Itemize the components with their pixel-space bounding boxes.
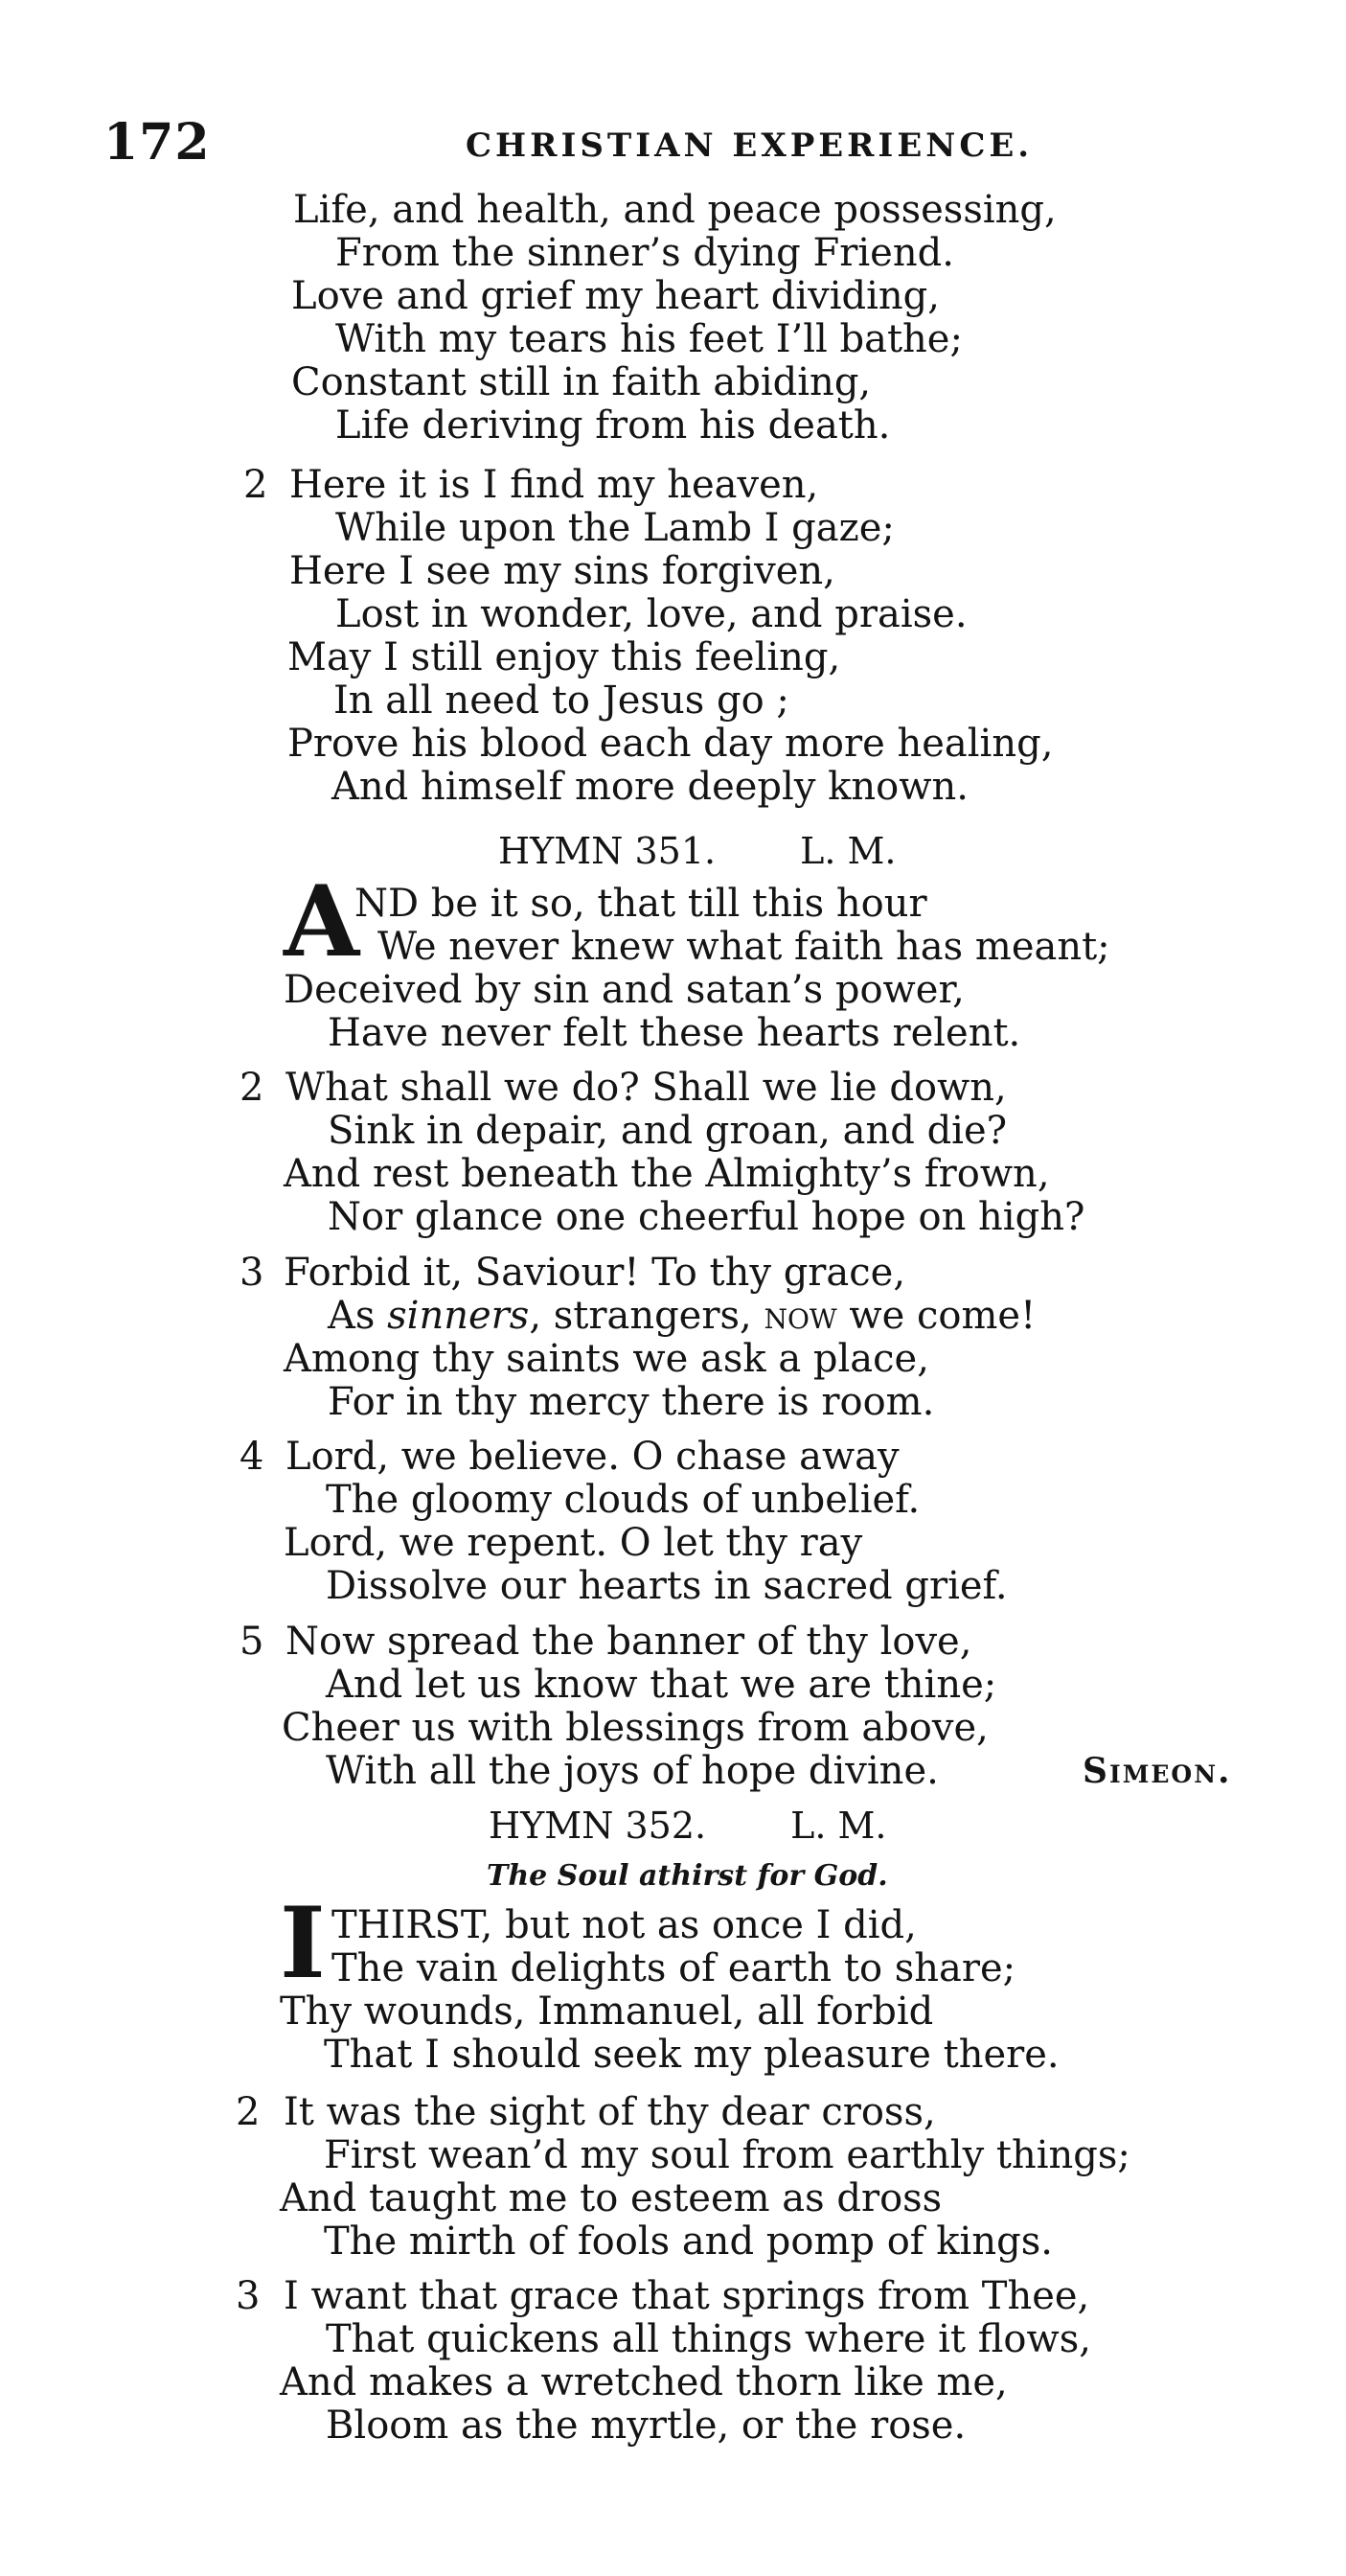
verse-number: 2 [236,2090,261,2134]
verse-line: First wean’d my soul from earthly things; [324,2133,1130,2177]
verse-line: Lost in wonder, love, and praise. [335,592,968,636]
verse-number: 3 [236,2274,261,2318]
drop-cap: I [280,1886,326,2001]
verse-line: Cheer us with blessings from above, [282,1706,989,1750]
running-head: CHRISTIAN EXPERIENCE. [466,126,1034,165]
verse-line: May I still enjoy this feeling, [287,635,841,679]
hymn-number: HYMN 351. [498,830,717,872]
hymn-meter: L. M. [790,1805,887,1847]
verse-line: Bloom as the myrtle, or the rose. [326,2404,967,2448]
verse-line: Have never felt these hearts relent. [328,1011,1021,1055]
verse-line: Thy wounds, Immanuel, all forbid [280,1990,934,2034]
verse-number: 4 [240,1435,264,1479]
verse-line: With all the joys of hope divine. [326,1749,939,1793]
hymn-title [489,1805,886,1847]
verse-line: And let us know that we are thine; [326,1663,997,1707]
verse-line: The mirth of fools and pomp of kings. [324,2220,1053,2264]
verse-line: Here I see my sins forgiven, [289,549,835,593]
verse-line: Lord, we believe. O chase away [285,1435,900,1479]
verse-line: Dissolve our hearts in sacred grief. [326,1564,1008,1608]
verse-line: Love and grief my heart dividing, [291,274,940,318]
hymn-meter: L. M. [800,830,897,872]
verse-line: And taught me to esteem as dross [280,2176,943,2220]
verse-number: 2 [243,463,268,507]
verse-line: That I should seek my pleasure there. [324,2033,1060,2077]
verse-line: ND be it so, that till this hour [354,882,927,926]
verse-line: As sinners, strangers, now we come! [328,1294,1037,1338]
author-signature: Simeon. [1083,1751,1232,1791]
verse-number: 5 [240,1620,264,1664]
verse-line: In all need to Jesus go ; [333,678,789,723]
drop-cap: A [284,864,360,979]
verse-line: And makes a wretched thorn like me, [280,2360,1008,2404]
verse-line: Here it is I find my heaven, [289,463,819,507]
verse-line: For in thy mercy there is room. [328,1380,935,1424]
verse-line: Life, and health, and peace possessing, [293,188,1057,232]
page-number: 172 [103,113,211,172]
verse-line: Sink in depair, and groan, and die? [328,1109,1008,1153]
hymn-subtitle: The Soul athirst for God. [487,1859,888,1893]
verse-line: THIRST, but not as once I did, [331,1903,917,1947]
verse-line: What shall we do? Shall we lie down, [285,1066,1007,1110]
verse-line: The gloomy clouds of unbelief. [326,1478,921,1522]
verse-line: Lord, we repent. O let thy ray [284,1521,863,1565]
verse-number: 3 [240,1251,264,1295]
verse-line: It was the sight of thy dear cross, [284,2090,936,2134]
verse-line: While upon the Lamb I gaze; [335,506,895,550]
verse-line: And himself more deeply known. [331,765,969,809]
verse-line: That quickens all things where it flows, [326,2317,1091,2361]
page-header [103,113,1157,171]
verse-line: And rest beneath the Almighty’s frown, [284,1152,1050,1196]
verse-line: The vain delights of earth to share; [331,1946,1016,1990]
verse-number: 2 [240,1066,264,1110]
hymn-title [498,830,896,872]
verse-line: With my tears his feet I’ll bathe; [335,317,963,361]
verse-line: Constant still in faith abiding, [291,360,872,404]
verse-line: Now spread the banner of thy love, [285,1620,972,1664]
verse-line: I want that grace that springs from Thee, [284,2274,1090,2318]
verse-line: Life deriving from his death. [335,403,891,448]
hymn-number: HYMN 352. [489,1805,707,1847]
verse-line: Nor glance one cheerful hope on high? [328,1195,1085,1239]
verse-line: Prove his blood each day more healing, [287,722,1054,766]
verse-line: We never knew what faith has meant; [377,925,1110,969]
verse-line: Forbid it, Saviour! To thy grace, [284,1251,906,1295]
verse-line: Among thy saints we ask a place, [284,1337,929,1381]
verse-line: From the sinner’s dying Friend. [335,231,954,275]
verse-line: Deceived by sin and satan’s power, [284,968,965,1012]
